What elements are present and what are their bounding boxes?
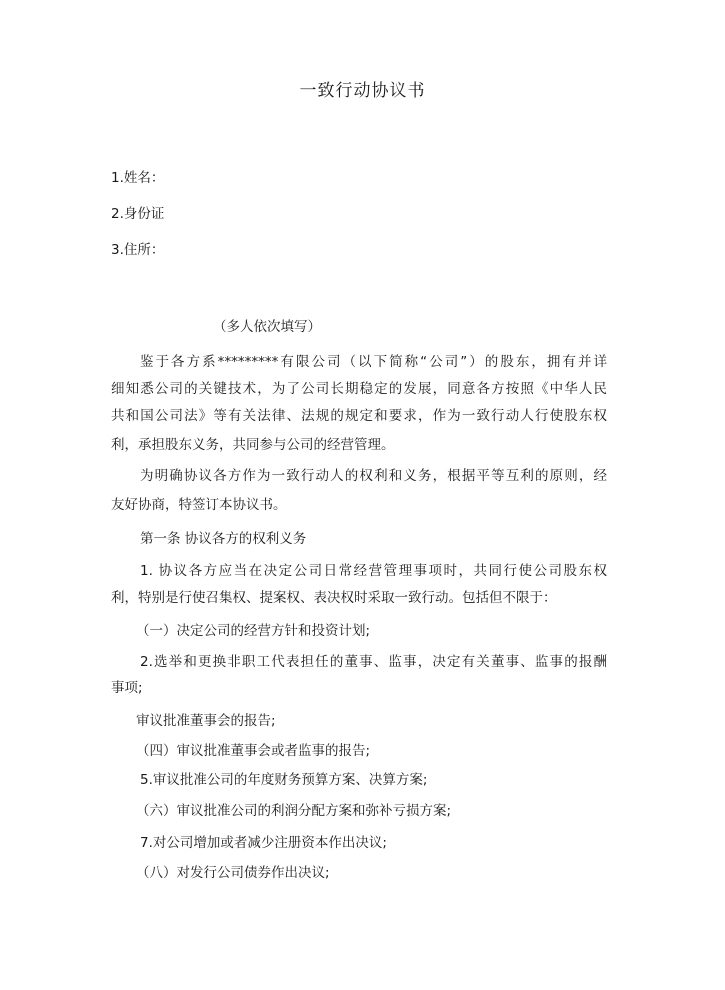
para1-line-1: 鉴于各方系*********有限公司（以下简称“公司”）的股东，拥有并详 — [140, 354, 607, 370]
item-5: 5.审议批准公司的年度财务预算方案、决算方案; — [140, 772, 428, 788]
field-address: 3.住所： — [111, 242, 165, 258]
clause1-line-1: 1. 协议各方应当在决定公司日常经营管理事项时，共同行使公司股东权 — [140, 563, 607, 579]
item-2-line-2: 事项; — [111, 680, 143, 696]
clause1-line-2: 利，特别是行使召集权、提案权、表决权时采取一致行动。包括但不限于： — [111, 590, 557, 606]
field-name: 1.姓名： — [111, 170, 165, 186]
item-1: （一）决定公司的经营方针和投资计划; — [136, 623, 371, 639]
para2-line-1: 为明确协议各方作为一致行动人的权利和义务，根据平等互利的原则，经 — [140, 468, 607, 484]
para2-line-2: 友好协商，特签订本协议书。 — [111, 497, 287, 513]
item-4: （四）审议批准董事会或者监事的报告; — [136, 743, 371, 759]
item-2-line-1: 2.选举和更换非职工代表担任的董事、监事，决定有关董事、监事的报酬 — [140, 654, 607, 670]
para1-line-4: 利，承担股东义务，共同参与公司的经营管理。 — [111, 437, 395, 453]
document-title: 一致行动协议书 — [299, 81, 426, 101]
field-id-card: 2.身份证 — [111, 206, 165, 222]
fill-note: （多人依次填写） — [213, 319, 321, 335]
item-6: （六）审议批准公司的利润分配方案和弥补亏损方案; — [136, 803, 452, 819]
item-8: （八）对发行公司债券作出决议; — [136, 865, 330, 881]
item-3: 审议批准董事会的报告; — [136, 713, 276, 729]
item-7: 7.对公司增加或者减少注册资本作出决议; — [140, 835, 387, 851]
para1-line-3: 共和国公司法》等有关法律、法规的规定和要求，作为一致行动人行使股东权 — [111, 408, 607, 424]
article1-heading: 第一条 协议各方的权利义务 — [140, 531, 307, 547]
para1-line-2: 细知悉公司的关键技术，为了公司长期稳定的发展，同意各方按照《中华人民 — [111, 381, 607, 397]
